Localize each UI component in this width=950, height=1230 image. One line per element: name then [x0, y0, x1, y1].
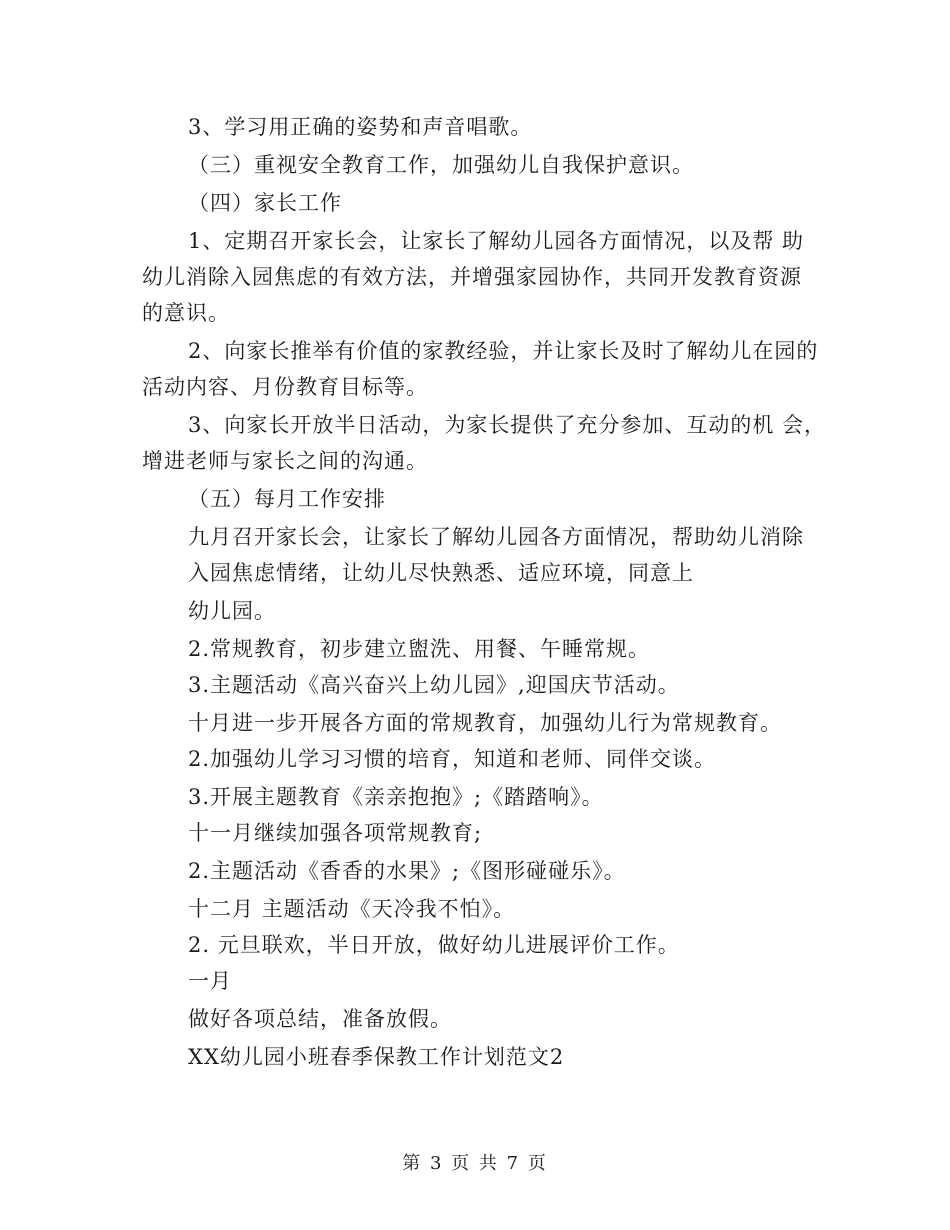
paragraph-line: 增进老师与家长之间的沟通。 — [142, 449, 428, 473]
paragraph-line: 3、向家长开放半日活动，为家长提供了充分参加、互动的机 会， — [188, 413, 827, 437]
page-number: 第 3 页 共 7 页 — [402, 1153, 548, 1174]
text-line: 十二月 主题活动《天冷我不怕》。 — [188, 897, 516, 921]
section-heading: （三）重视安全教育工作，加强幼儿自我保护意识。 — [188, 153, 694, 177]
text-line: 十月进一步开展各方面的常规教育，加强幼儿行为常规教育。 — [188, 711, 782, 735]
next-section-title: XX幼儿园小班春季保教工作计划范文2 — [188, 1045, 565, 1069]
text-line: 2.加强幼儿学习习惯的培育，知道和老师、同伴交谈。 — [188, 747, 717, 771]
text-line: 2. 元旦联欢，半日开放，做好幼儿进展评价工作。 — [188, 933, 680, 957]
text-line: 入园焦虑情绪，让幼儿尽快熟悉、适应环境，同意上 — [188, 561, 694, 585]
text-line: 3.主题活动《高兴奋兴上幼儿园》,迎国庆节活动。 — [188, 673, 680, 697]
section-heading: （五）每月工作安排 — [188, 487, 386, 511]
paragraph-line: 活动内容、月份教育目标等。 — [142, 375, 428, 399]
section-heading: （四）家长工作 — [188, 191, 342, 215]
text-line: 做好各项总结，准备放假。 — [188, 1007, 452, 1031]
paragraph-line: 幼儿消除入园焦虑的有效方法，并增强家园协作，共同开发教育资源 — [142, 265, 802, 289]
text-line: 幼儿园。 — [188, 599, 276, 623]
text-line: 3、学习用正确的姿势和声音唱歌。 — [188, 115, 533, 139]
text-line: 2.主题活动《香香的水果》;《图形碰碰乐》。 — [188, 859, 626, 883]
text-line: 2.常规教育，初步建立盥洗、用餐、午睡常规。 — [188, 637, 651, 661]
text-line: 九月召开家长会，让家长了解幼儿园各方面情况，帮助幼儿消除 — [188, 525, 804, 549]
text-line: 3.开展主题教育《亲亲抱抱》;《踏踏响》。 — [188, 785, 604, 809]
paragraph-line: 2、向家长推举有价值的家教经验，并让家长及时了解幼儿在园的 — [188, 339, 819, 363]
paragraph-line: 的意识。 — [142, 301, 230, 325]
text-line: 一月 — [188, 969, 232, 993]
text-line: 十一月继续加强各项常规教育; — [188, 821, 483, 845]
paragraph-line: 1、定期召开家长会，让家长了解幼儿园各方面情况，以及帮 助 — [188, 229, 805, 253]
